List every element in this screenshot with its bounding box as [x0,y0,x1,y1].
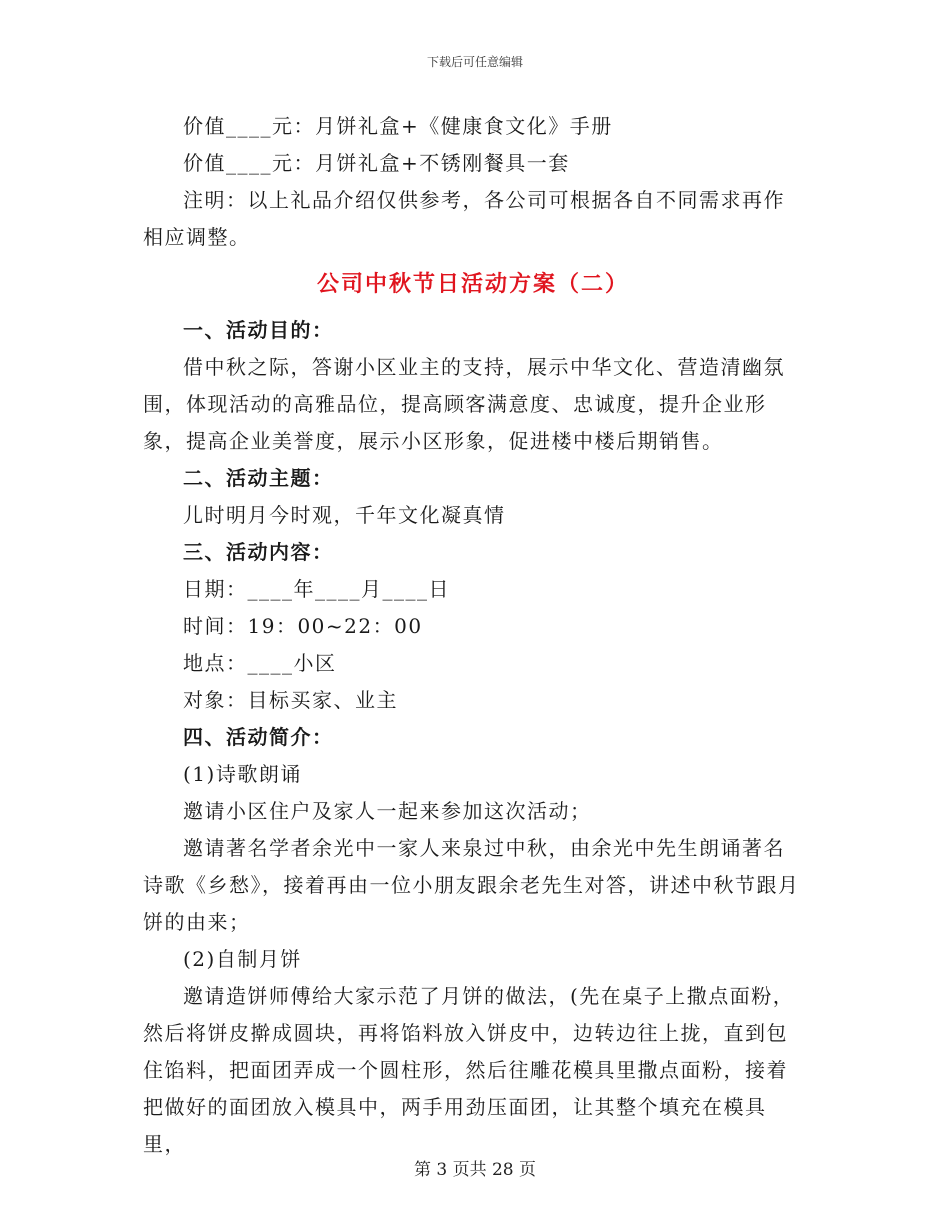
subheading-poetry: (1)诗歌朗诵 [183,762,302,786]
heading-content: 三、活动内容： [183,540,334,564]
target-line: 对象：目标买家、业主 [183,688,398,712]
heading-theme: 二、活动主题： [183,466,334,490]
mooncake-paragraph: 邀请造饼师傅给大家示范了月饼的做法，(先在桌子上撒点面粉，然后将饼皮擀成圆块，再将馅料放入饼皮中，边转边往上拢，直到包住馅料，把面团弄成一个圆柱形，然后往雕花模具里撒点面粉，接着把做好的面团放入模具中，两手用劲压面团，让其整个填充在模具里， [143,984,795,1156]
gift-line-2: 价值____元：月饼礼盒+不锈刚餐具一套 [183,151,570,175]
poetry-paragraph-1: 邀请小区住户及家人一起来参加这次活动； [183,799,592,823]
time-line: 时间：19：00~22：00 [183,614,423,638]
theme-line: 儿时明月今时观，千年文化凝真情 [183,503,506,527]
heading-intro: 四、活动简介： [183,725,334,749]
subheading-mooncake: (2)自制月饼 [183,947,302,971]
section-title: 公司中秋节日活动方案（二） [316,271,629,297]
heading-purpose: 一、活动目的： [183,318,334,342]
place-line: 地点：____小区 [183,651,337,675]
note-paragraph: 注明：以上礼品介绍仅供参考，各公司可根据各自不同需求再作相应调整。 [143,188,785,249]
poetry-paragraph-2: 邀请著名学者余光中一家人来泉过中秋，由余光中先生朗诵著名诗歌《乡愁》，接着再由一位小朋友跟余老先生对答，讲述中秋节跟月饼的由来； [143,836,800,934]
document-body [143,108,803,1163]
page-header: 下载后可任意编辑 [426,55,523,69]
page-footer: 第 3 页共 28 页 [413,1160,537,1180]
date-line: 日期：____年____月____日 [183,577,450,601]
gift-line-1: 价值____元：月饼礼盒+《健康食文化》手册 [183,114,613,138]
purpose-paragraph: 借中秋之际，答谢小区业主的支持，展示中华文化、营造清幽氛围，体现活动的高雅品位，提高顾客满意度、忠诚度，提升企业形象，提高企业美誉度，展示小区形象，促进楼中楼后期销售。 [143,355,785,453]
